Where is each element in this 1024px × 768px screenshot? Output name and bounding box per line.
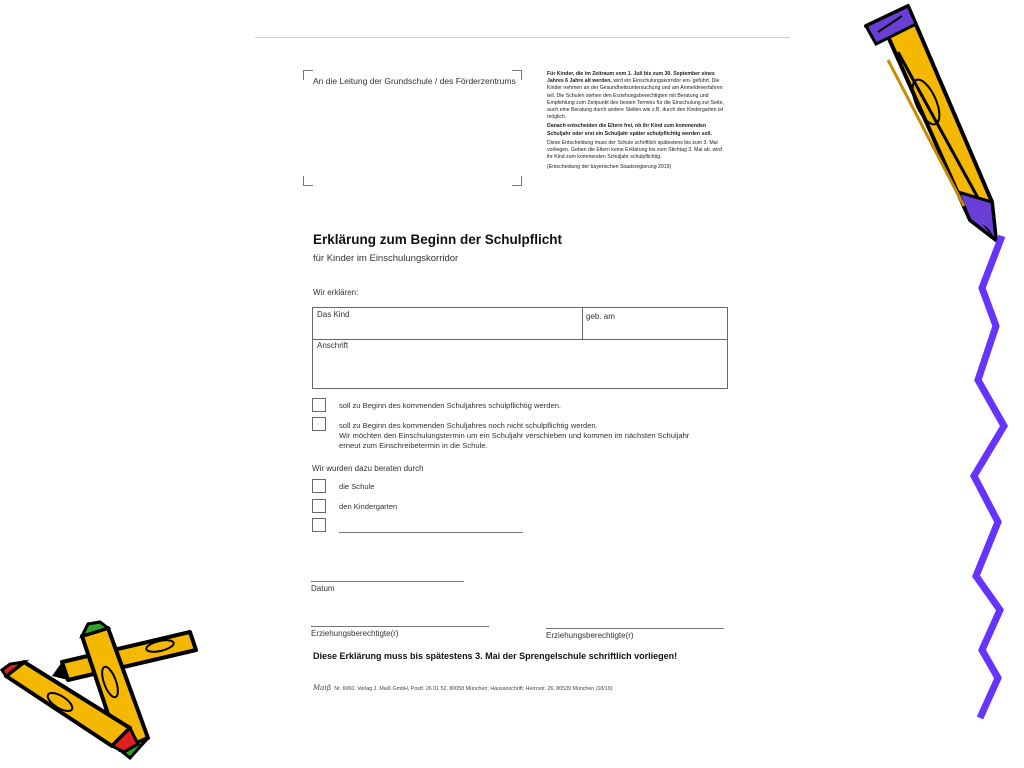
guardian-1-signature-line[interactable] [311, 626, 489, 627]
publisher-text: Nr. 6060. Verlag J. Maiß GmbH, Postf. 26 01 52, 80058 München; Hausanschrift: Herrnstr. 26, 80539 München (18/19) [334, 686, 613, 692]
page-top-rule [255, 37, 790, 38]
info-paragraph-1-rest: wird ein Einschulungskorridor ein- geführt. Die Kinder nehmen an der Gesundheitsuntersuchung und am Anmeldeverfahren teil. Die Schulen stehen den Erziehungsberechtigten mit Beratung und Empfehlung zum Zeitpunkt des besten Termins für die Einschulung zur Seite, auch eine Beratung durch andere Stellen wie z.B. durch den Kindergarten ist möglich. [547, 78, 724, 121]
option-defer-line-2: Wir möchten den Einschulungstermin um ein Schuljahr verschieben und kommen im nächsten Schuljahr [339, 431, 690, 440]
info-paragraph-1 [547, 71, 729, 121]
advised-other-line[interactable] [339, 532, 523, 533]
date-label: Datum [311, 584, 335, 593]
option-checkbox-school-ready[interactable] [312, 398, 326, 412]
address-corner-mark [303, 176, 313, 186]
option-school-ready-text: soll zu Beginn des kommenden Schuljahres schulpflichtig werden. [339, 401, 562, 410]
advised-checkbox-kindergarten[interactable] [312, 499, 326, 513]
option-checkbox-defer[interactable] [312, 417, 326, 431]
publisher-footer [313, 684, 613, 692]
child-field-label: Das Kind [317, 310, 350, 319]
recipient-address: An die Leitung der Grundschule / des Förderzentrums [313, 76, 516, 86]
info-paragraph-2 [547, 123, 729, 137]
info-paragraph-2-bold: Danach entscheiden die Eltern frei, ob ihr Kind zum kommenden Schuljahr oder erst ein Schuljahr später schulpflichtig werden soll. [547, 123, 712, 137]
pencil-icon [858, 2, 1006, 246]
guardian-2-label: Erziehungsberechtigte(r) [546, 631, 634, 640]
form-subtitle: für Kinder im Einschulungskorridor [313, 253, 459, 264]
advised-checkbox-school[interactable] [312, 479, 326, 493]
publisher-logo: Maiß [313, 684, 332, 692]
option-defer-line-1: soll zu Beginn des kommenden Schuljahres noch nicht schulpflichtig werden. [339, 421, 598, 430]
form-title: Erklärung zum Beginn der Schulpflicht [313, 232, 563, 247]
guardian-2-signature-line[interactable] [546, 628, 724, 629]
declare-label: Wir erklären: [313, 288, 359, 297]
advised-label: Wir wurden dazu beraten durch [312, 464, 424, 473]
date-line[interactable] [311, 581, 464, 582]
child-row [313, 308, 727, 340]
advised-school-text: die Schule [339, 482, 375, 491]
info-paragraph-3: Diese Entscheidung muss der Schule schriftlich spätestens bis zum 3. Mai vorliegen. Geben die Eltern keine Erklärung bis zum Stichtag 3. Mai ab, wird ihr Kind zum kommenden Schuljahr schulpflichtig. [547, 139, 723, 161]
info-box [547, 71, 729, 174]
info-paragraph-1-bold: Für Kinder, die im Zeitraum vom 1. Juli bis zum 30. September eines Jahres 6 Jahre alt werden, [547, 71, 715, 85]
child-row-divider [582, 308, 583, 339]
crayon-bundle-icon [0, 618, 204, 760]
deadline-notice: Diese Erklärung muss bis spätestens 3. Mai der Sprengelschule schriftlich vorliegen! [313, 651, 678, 661]
squiggle-line [968, 230, 1018, 722]
birthdate-field-label: geb. am [586, 312, 615, 321]
address-corner-mark [512, 176, 522, 186]
option-defer-line-3: erneut zum Einschreibetermin in die Schule. [339, 441, 488, 450]
child-info-table [312, 307, 728, 389]
info-source: (Entscheidung der bayerischen Staatsregierung 2019) [547, 164, 672, 171]
advised-kindergarten-text: den Kindergarten [339, 502, 398, 511]
guardian-1-label: Erziehungsberechtigte(r) [311, 629, 399, 638]
advised-checkbox-other[interactable] [312, 518, 326, 532]
address-field-label: Anschrift [317, 341, 349, 350]
address-corner-mark [303, 70, 313, 80]
